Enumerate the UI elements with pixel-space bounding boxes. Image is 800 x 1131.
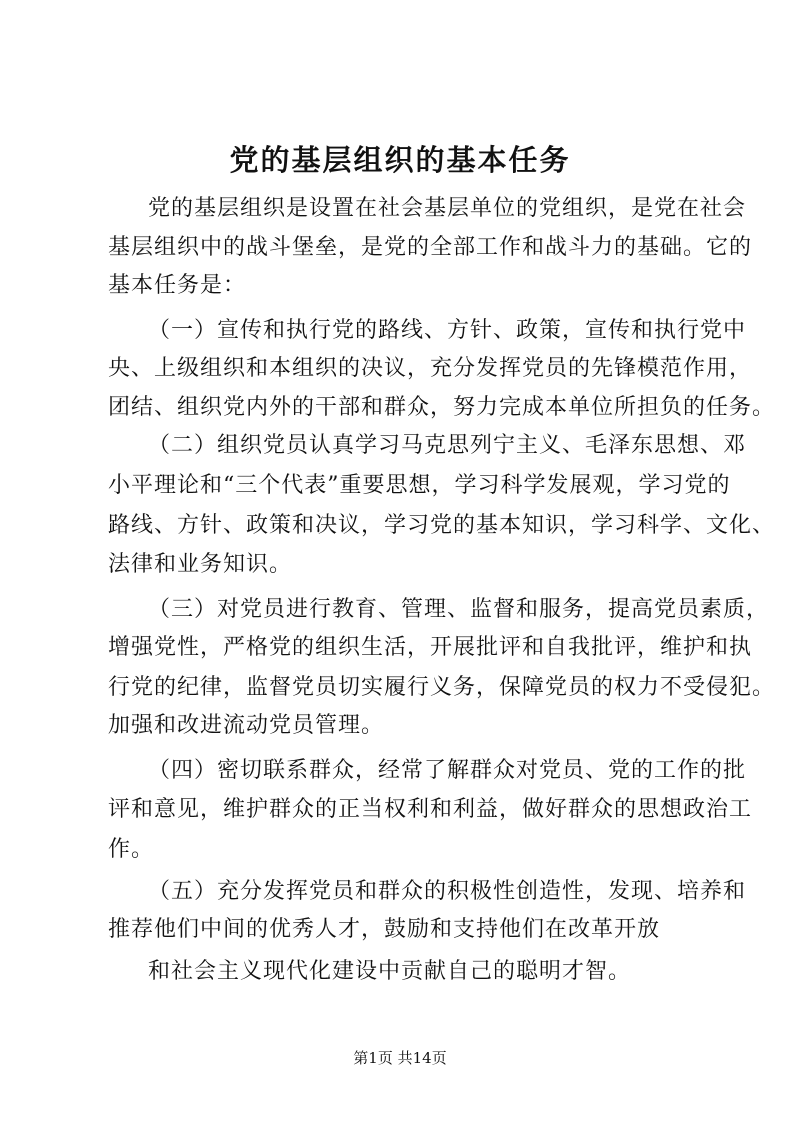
paragraph-line: （二）组织党员认真学习马克思列宁主义、毛泽东思想、邓 bbox=[148, 433, 747, 458]
paragraph-line: 行党的纪律，监督党员切实履行义务，保障党员的权力不受侵犯。 bbox=[108, 675, 776, 700]
paragraph-line: 推荐他们中间的优秀人才，鼓励和支持他们在改革开放 bbox=[108, 917, 661, 942]
paragraph-line: 基层组织中的战斗堡垒，是党的全部工作和战斗力的基础。它的 bbox=[108, 235, 753, 260]
paragraph-line: 央、上级组织和本组织的决议，充分发挥党员的先锋模范作用， bbox=[108, 356, 753, 381]
paragraph-line: （四）密切联系群众，经常了解群众对党员、党的工作的批 bbox=[148, 758, 747, 783]
paragraph-line: 基本任务是： bbox=[108, 273, 247, 298]
paragraph-line: 团结、组织党内外的干部和群众，努力完成本单位所担负的任务。 bbox=[108, 395, 776, 420]
paragraph-line: 法律和业务知识。 bbox=[108, 552, 293, 577]
paragraph-line: 增强党性，严格党的组织生活，开展批评和自我批评，维护和执 bbox=[108, 635, 753, 660]
paragraph-line: （一）宣传和执行党的路线、方针、政策，宣传和执行党中 bbox=[148, 318, 747, 343]
paragraph-line: 路线、方针、政策和决议，学习党的基本知识，学习科学、文化、 bbox=[108, 513, 776, 538]
paragraph-line: 评和意见，维护群众的正当权利和利益，做好群众的思想政治工 bbox=[108, 797, 753, 822]
paragraph-line: 作。 bbox=[108, 837, 155, 862]
page-footer: 第1页 共14页 bbox=[353, 1049, 447, 1067]
paragraph-line: 和社会主义现代化建设中贡献自己的聪明才智。 bbox=[148, 959, 632, 984]
paragraph-line: （三）对党员进行教育、管理、监督和服务，提高党员素质， bbox=[148, 597, 770, 622]
paragraph-line: 小平理论和“三个代表”重要思想，学习科学发展观，学习党的 bbox=[108, 473, 731, 498]
paragraph-line: （五）充分发挥党员和群众的积极性创造性，发现、培养和 bbox=[148, 879, 747, 904]
paragraph-line: 党的基层组织是设置在社会基层单位的党组织，是党在社会 bbox=[148, 196, 747, 221]
document-title: 党的基层组织的基本任务 bbox=[229, 143, 571, 177]
paragraph-line: 加强和改进流动党员管理。 bbox=[108, 713, 385, 738]
